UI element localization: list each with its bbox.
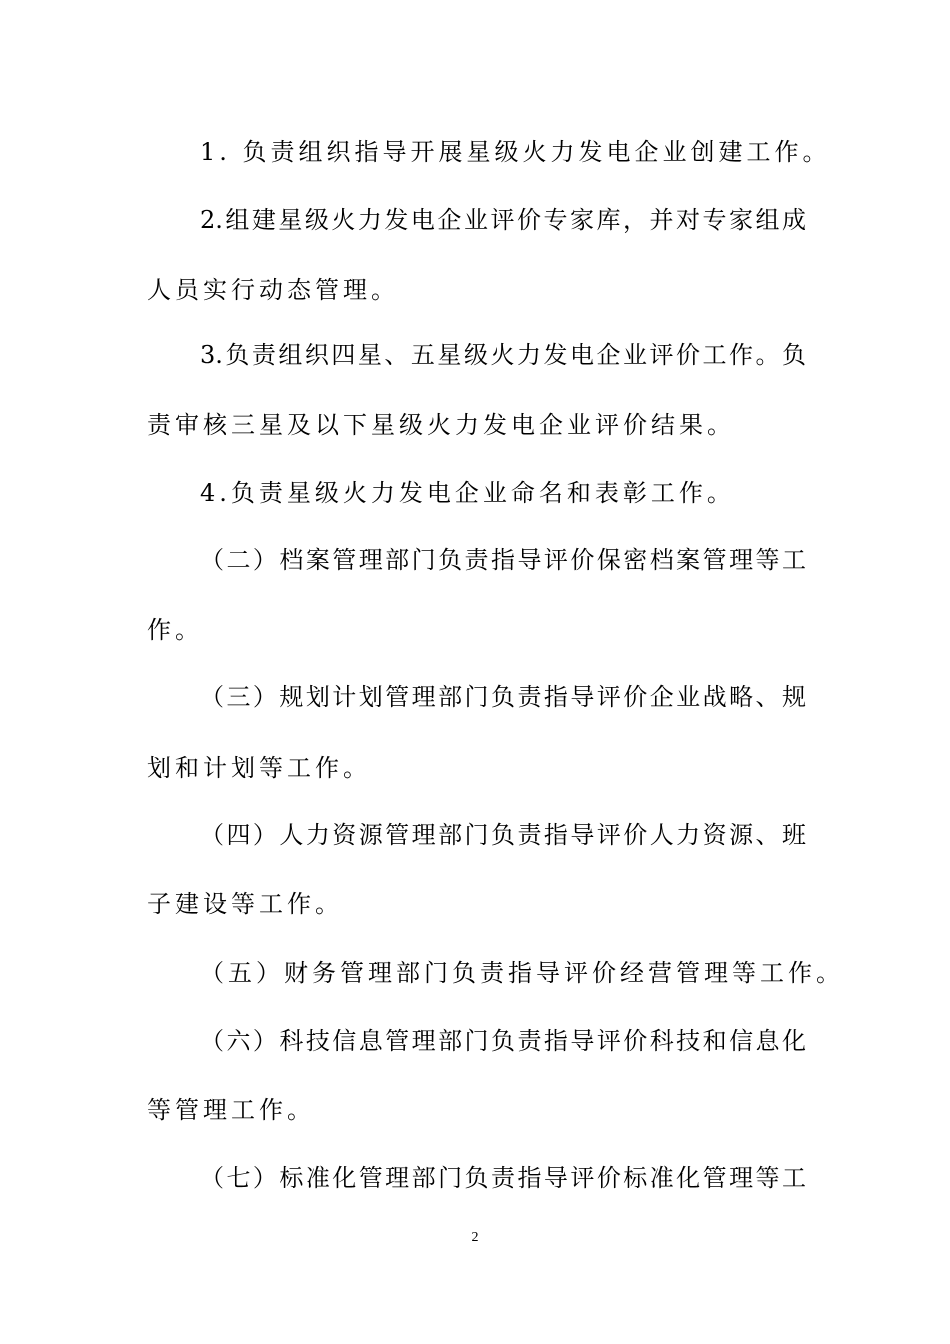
item-3-line-1: 3.负责组织四星、五星级火力发电企业评价工作。负 [200,341,806,369]
section-2-line-1: （二）档案管理部门负责指导评价保密档案管理等工 [200,546,806,574]
item-3-line-2: 责审核三星及以下星级火力发电企业评价结果。 [147,411,735,439]
section-2-line-2: 作。 [147,616,203,644]
page-number: 2 [471,1230,479,1245]
item-4-line: 4.负责星级火力发电企业命名和表彰工作。 [200,479,735,507]
section-6-line-2: 等管理工作。 [147,1096,315,1124]
section-6-line-1: （六）科技信息管理部门负责指导评价科技和信息化 [200,1027,806,1055]
section-7-line-1: （七）标准化管理部门负责指导评价标准化管理等工 [200,1164,806,1192]
item-1-line: 1. 负责组织指导开展星级火力发电企业创建工作。 [200,138,831,166]
section-3-line-1: （三）规划计划管理部门负责指导评价企业战略、规 [200,683,806,711]
item-2-line-1: 2.组建星级火力发电企业评价专家库，并对专家组成 [200,206,806,234]
item-2-line-2: 人员实行动态管理。 [147,276,399,304]
section-3-line-2: 划和计划等工作。 [147,754,371,782]
section-4-line-1: （四）人力资源管理部门负责指导评价人力资源、班 [200,821,806,849]
section-5-line: （五）财务管理部门负责指导评价经营管理等工作。 [200,959,844,987]
section-4-line-2: 子建设等工作。 [147,890,343,918]
